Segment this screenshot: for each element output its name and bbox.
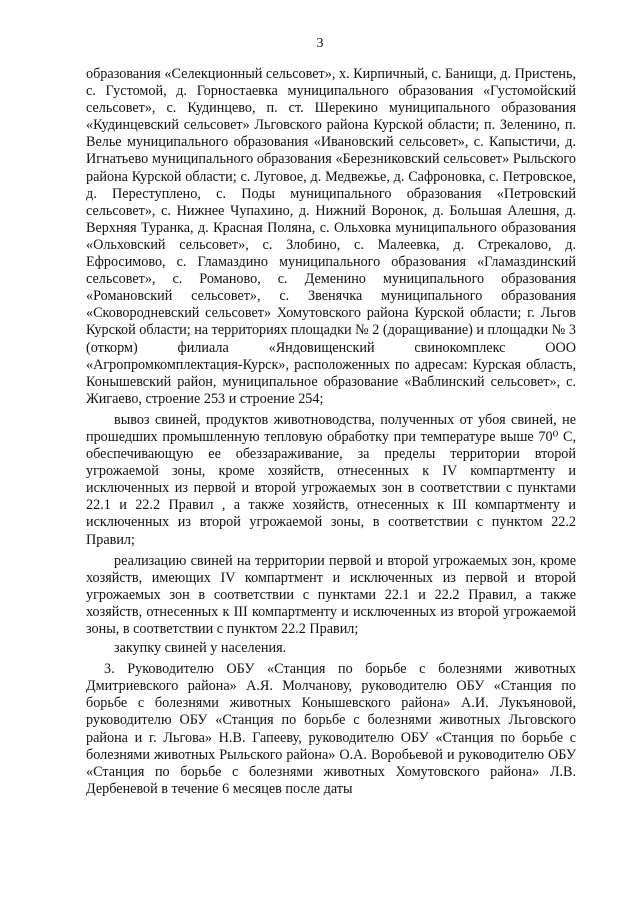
paragraph-item-3: 3. Руководителю ОБУ «Станция по борьбе с болезнями животных Дмитриевского района» А.Я. Молчанову, руководителю ОБУ «Станция по борьбе с болезнями животных Конышевского района» А.И. Лукъяновой, руководителю ОБУ «Станция по борьбе с болезнями животных Льговского района и г. Льгова» Н.В. Гапееву, руководителю ОБУ «Станция по борьбе с болезнями животных Рыльского района» О.А. Воробьевой и руководителю ОБУ «Станция по борьбе с болезнями животных Хомутовского района» Л.В. Дербеневой в течение 6 месяцев после даты xyxy=(86,661,576,797)
paragraph-export-ban: вывоз свиней, продуктов животноводства, полученных от убоя свиней, не прошедших промышленную тепловую обработку при температуре выше 70⁰ С, обеспечивающую ее обеззараживание, за пределы территории второй угрожаемой зоны, кроме хозяйств, отнесенных к IV компартменту и исключенных из первой и второй угрожаемых зон в соответствии с пунктами 22.1 и 22.2 Правил , а также хозяйств, отнесенных к III компартменту и исключенных из второй угрожаемой зоны, в соответствии с пунктом 22.2 Правил; xyxy=(86,411,576,548)
paragraph-restrictions-territories: образования «Селекционный сельсовет», х. Кирпичный, с. Банищи, д. Пристень, с. Густомой, д. Горностаевка муниципального образования «Густомойский сельсовет», с. Кудинцево, п. ст. Шерекино муниципального образования «Кудинцевский сельсовет» Льговского района Курской области; п. Зеленино, п. Велье муниципального образования «Ивановский сельсовет», с. Капыстичи, д. Игнатьево муниципального образования «Березниковский сельсовет» Рыльского района Курской области; с. Луговое, д. Медвежье, д. Сафроновка, с. Петровское, д. Переступлено, с. Поды муниципального образования «Петровский сельсовет», с. Нижнее Чупахино, д. Нижний Воронок, д. Большая Алешня, д. Верхняя Туранка, д. Красная Поляна, с. Ольховка муниципального образования «Ольховский сельсовет», с. Злобино, с. Малеевка, д. Стрекалово, д. Ефросимово, с. Гламаздино муниципального образования «Гламаздинский сельсовет», с. Романово, с. Деменино муниципального образования «Романовский сельсовет», с. Звенячка муниципального образования «Сковородневский сельсовет» Хомутовского района Курской области; г. Льгов Курской области; на территориях площадки № 2 (доращивание) и площадки № 3 (откорм) филиала «Яндовищенский свинокомплекс ООО «Агропромкомплектация-Курск», расположенных по адресам: Курская область, Конышевский район, муниципальное образование «Ваблинский сельсовет», с. Жигаево, строение 253 и строение 254; xyxy=(86,66,576,407)
document-body xyxy=(86,66,576,798)
page-number: 3 xyxy=(316,36,324,51)
paragraph-purchase-ban: закупку свиней у населения. xyxy=(114,640,287,657)
paragraph-sale-ban: реализацию свиней на территории первой и второй угрожаемых зон, кроме хозяйств, имеющих IV компартмент и исключенных из первой и второй угрожаемых зон в соответствии с пунктами 22.1 и 22.2 Правил, а также хозяйств, отнесенных к III компартменту и исключенных из второй угрожаемой зоны, в соответствии с пунктом 22.2 Правил; xyxy=(86,552,576,637)
